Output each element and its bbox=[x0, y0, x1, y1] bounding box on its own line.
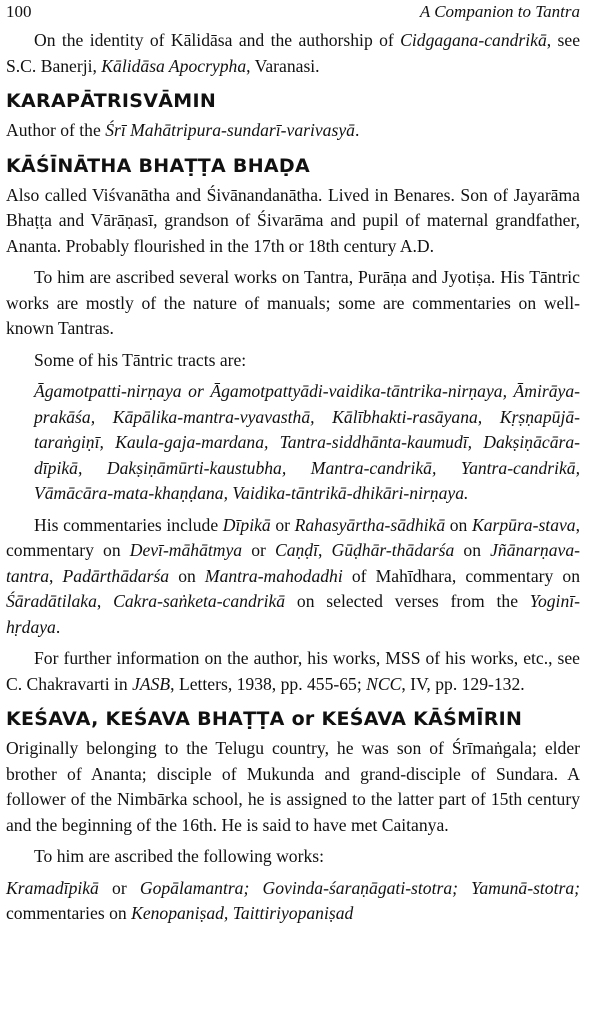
karapatri-text-2: . bbox=[354, 120, 360, 140]
kasinatha-paragraph-2: To him are ascribed several works on Tantra, Purāṇa and Jyotiṣa. His Tāntric works are mostly of the nature of manuals; some are commentaries on well-known Tantras. bbox=[6, 267, 580, 338]
kesava-works-paragraph bbox=[6, 876, 580, 927]
comm-title-11: Cakra-saṅketa-candrikā bbox=[113, 591, 286, 611]
kasinatha-paragraph-3: Some of his Tāntric tracts are: bbox=[34, 349, 247, 370]
intro-text-1: On the identity of Kālidāsa and the authorship of bbox=[34, 30, 401, 50]
kasinatha-further-info-paragraph bbox=[6, 646, 580, 697]
kesava-paragraph-2: To him are ascribed the following works: bbox=[34, 846, 324, 866]
further-text-1: For further information on the author, his works, MSS of his works, etc., see C. Chakravarti in bbox=[6, 648, 580, 694]
comm-text-11: , bbox=[96, 591, 114, 611]
further-journal-jasb: JASB bbox=[132, 673, 171, 694]
intro-title-cidgagana: Cidgagana-candrikā bbox=[400, 30, 547, 50]
comm-text-9: on bbox=[169, 565, 205, 586]
comm-text-3: on bbox=[445, 514, 472, 535]
comm-title-1: Dīpikā bbox=[222, 514, 271, 535]
karapatri-title: Śrī Mahātripura-sundarī-varivasyā bbox=[105, 120, 355, 140]
kasinatha-works-list: Āgamotpatti-nirṇaya or Āgamotpattyādi-vaidika-tāntrika-nirṇaya, Āmirāya-prakāśa, Kāpālika-mantra-vyavasthā, Kālībhakti-rasāyana, Kṛṣṇapūjā-taraṅgiṇī, Kaula-gaja-mardana, Tantra-siddhānta-kaumudī, Dakṣiṇācāra-dīpikā, Dakṣiṇāmūrti-kaustubha, Mantra-candrikā, Yantra-candrikā, Vāmācāra-mata-khaṇḍana, Vaidika-tāntrikā-dhikāri-nirṇaya. bbox=[34, 381, 580, 503]
comm-text-2: or bbox=[270, 514, 295, 535]
kesava-work-1: Kramadīpikā bbox=[6, 877, 99, 898]
karapatri-text-1: Author of the bbox=[6, 120, 106, 140]
intro-text-3: , Varanasi. bbox=[246, 55, 320, 76]
comm-text-5: or bbox=[242, 540, 275, 560]
kesava-works-text-2: commentaries on bbox=[6, 903, 132, 923]
kesava-work-2: Gopālamantra; Govinda-śaraṇāgati-stotra; Yamunā-stotra; bbox=[139, 877, 580, 898]
heading-karapatrisvamin: KARAPĀTRISVĀMIN bbox=[6, 90, 217, 112]
kesava-work-3: Kenopaniṣad, Taittiriyopaniṣad bbox=[131, 903, 354, 923]
further-text-3: , IV, pp. 129-132. bbox=[401, 673, 525, 694]
further-ref-ncc: NCC bbox=[366, 673, 402, 694]
intro-paragraph bbox=[6, 28, 580, 79]
page-body bbox=[6, 28, 580, 927]
kasinatha-commentaries-paragraph bbox=[6, 513, 580, 641]
comm-text-7: on bbox=[454, 540, 491, 560]
comm-title-5: Caṇḍī bbox=[274, 540, 318, 560]
page-number: 100 bbox=[6, 2, 32, 21]
comm-title-4: Devī-māhātmya bbox=[129, 540, 243, 560]
running-header bbox=[6, 0, 580, 24]
intro-text-2: , see S.C. Banerji, bbox=[6, 30, 581, 76]
kasinatha-paragraph-1: Also called Viśvanātha and Śivānandanātha. Lived in Benares. Son of Jayarāma Bhaṭṭa and Vārāṇasī, grandson of Śivarāma and pupil of maternal grandfather, Ananta. Probably flourished in the 17th or 18th century A.D. bbox=[6, 184, 580, 256]
comm-title-2: Rahasyārtha-sādhikā bbox=[294, 514, 446, 535]
kesava-paragraph-1: Originally belonging to the Telugu country, he was son of Śrīmaṅgala; elder brother of Ananta; disciple of Mukunda and grand-disciple of Sundara. A follower of the Nimbārka school, he is assigned to the latter part of 15th century and the beginning of the 16th. He is said to have met Caitanya. bbox=[6, 738, 580, 835]
karapatri-paragraph bbox=[6, 118, 580, 144]
comm-title-12: Yoginī-hṛdaya bbox=[6, 591, 580, 637]
comm-text-1: His commentaries include bbox=[34, 514, 223, 535]
comm-text-13: . bbox=[55, 616, 61, 637]
comm-title-6: Gūḍhār-thādarśa bbox=[331, 540, 455, 560]
intro-title-apocrypha: Kālidāsa Apocrypha bbox=[101, 55, 247, 76]
comm-text-4: , commentary on bbox=[6, 514, 581, 560]
comm-title-8: Padārthādarśa bbox=[62, 565, 170, 586]
running-title: A Companion to Tantra bbox=[419, 2, 580, 21]
further-text-2: , Letters, 1938, pp. 455-65; bbox=[170, 673, 367, 694]
comm-title-3: Karpūra-stava bbox=[471, 514, 576, 535]
comm-text-12: on selected verses from the bbox=[285, 591, 530, 611]
comm-title-7: Jñānarṇava-tantra bbox=[6, 540, 580, 586]
comm-title-10: Śāradātilaka bbox=[6, 591, 97, 611]
heading-kasinatha: KĀŚĪNĀTHA BHAṬṬA BHAḌA bbox=[6, 154, 310, 177]
comm-text-8: , bbox=[49, 565, 63, 586]
kesava-works-text-1: or bbox=[98, 877, 140, 898]
comm-text-6: , bbox=[317, 540, 332, 560]
comm-text-10: of Mahīdhara, commentary on bbox=[342, 565, 580, 586]
heading-kesava: KEŚAVA, KEŚAVA BHAṬṬA or KEŚAVA KĀŚMĪRIN bbox=[6, 708, 523, 730]
comm-title-9: Mantra-mahodadhi bbox=[204, 565, 343, 586]
